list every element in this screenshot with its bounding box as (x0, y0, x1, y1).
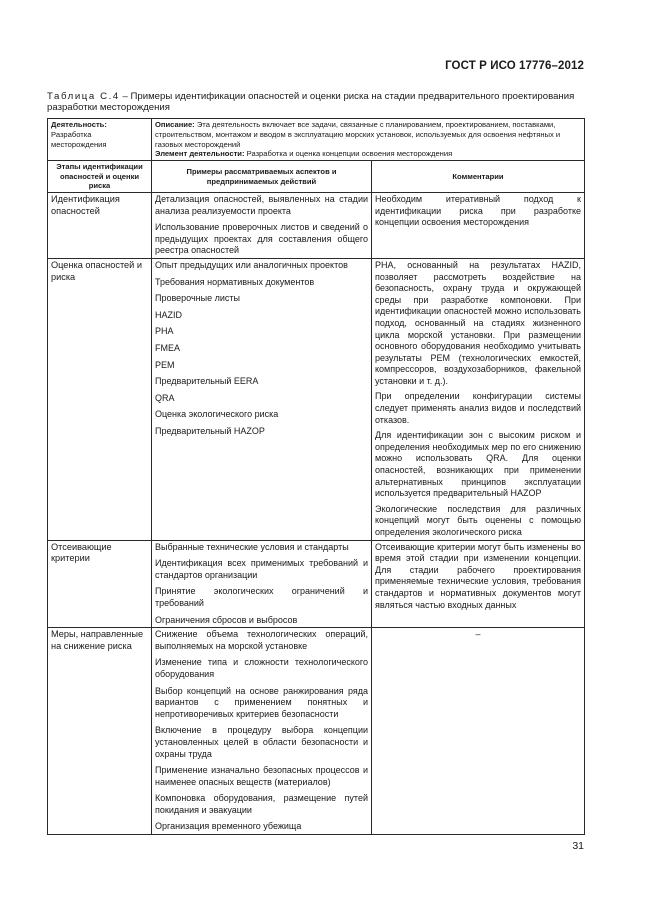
comment-paragraph: Отсеивающие критерии могут быть изменены во время этой стадии при изменении концепции. Для стадии рабочего проектирования применяемые технические условия, требования стандартов и нормативных документов могут являться частью входных данных (375, 541, 581, 610)
comment-paragraph: Необходим итеративный подход к идентификации риска при разработке концепции освоения месторождения (375, 193, 581, 228)
description-cell (152, 119, 585, 161)
aspect-item: Использование проверочных листов и сведений о предыдущих проектах для составления общего реестра опасностей (155, 222, 368, 256)
stage-cell: Отсеивающие критерии (48, 540, 152, 628)
hazard-table (47, 118, 585, 835)
aspect-item: HAZID (155, 309, 182, 320)
activity-row (48, 119, 585, 161)
caption-text: – Примеры идентификации опасностей и оценки риска на стадии предварительного проектирования разработки месторождения (47, 91, 575, 114)
aspect-item: Ограничения сбросов и выбросов (155, 614, 298, 625)
aspect-item: Идентификация всех применимых требований и стандартов организации (155, 558, 368, 580)
aspect-item: Организация временного убежища (155, 821, 302, 832)
column-header-row (48, 161, 585, 193)
comments-cell (372, 628, 585, 835)
table-row (48, 628, 585, 835)
aspect-item: Детализация опасностей, выявленных на стадии анализа реализуемости проекта (155, 193, 368, 216)
table-caption (47, 91, 587, 113)
aspect-item: PHA (155, 326, 174, 337)
aspect-item: Проверочные листы (155, 293, 240, 304)
column-header-aspects: Примеры рассматриваемых аспектов и предпринимаемых действий (152, 161, 372, 193)
description-text: Эта деятельность включает все задачи, связанные с планированием, проектированием, поставками, строительством, монтажом и вводом в эксплуатацию морских установок, используемых для освоения нефтяных и газовых месторождений (155, 120, 561, 149)
aspects-cell (152, 192, 372, 258)
table-body (48, 192, 585, 834)
comment-paragraph: Для идентификации зон с высоким риском и определения необходимых мер по его снижению можно использовать QRA. Для оценки опасностей, возникающих при применении альтернативных принципов эксплуатации используется предварительный HAZOP (375, 430, 581, 499)
caption-lead: Таблица С.4 (47, 91, 120, 102)
aspect-item: PEM (155, 359, 175, 370)
document-code: ГОСТ Р ИСО 17776–2012 (445, 60, 584, 72)
comment-paragraph: Экологические последствия для различных концепций могут быть оценены с помощью определения экологического риска (375, 503, 581, 537)
column-header-comments: Комментарии (372, 161, 585, 193)
comment-paragraph: При определении конфигурации системы следует применять анализ видов и последствий отказов. (375, 391, 581, 425)
stage-cell: Оценка опасностей и риска (48, 258, 152, 540)
table-row (48, 540, 585, 628)
aspect-item: Компоновка оборудования, размещение путей покидания и эвакуации (155, 793, 368, 815)
element-text: Разработка и оценка концепции освоения месторождения (246, 149, 453, 159)
stage-cell: Идентификация опасностей (48, 192, 152, 258)
aspect-item: Выбор концепций на основе ранжирования ряда вариантов с применением понятных и непротиворечивых критериев безопасности (155, 685, 368, 719)
activity-label: Деятельность: (51, 120, 107, 129)
comment-paragraph: – (475, 629, 481, 640)
stage-cell: Меры, направленные на снижение риска (48, 628, 152, 835)
aspect-item: FMEA (155, 342, 181, 353)
column-header-stages: Этапы идентификации опасностей и оценки риска (48, 161, 152, 193)
activity-cell (48, 119, 152, 161)
comments-cell (372, 258, 585, 540)
aspect-item: Снижение объема технологических операций, выполняемых на морской установке (155, 629, 368, 651)
aspect-item: Включение в процедуру выбора концепции установленных целей в области безопасности и охраны труда (155, 725, 368, 759)
aspects-cell (152, 628, 372, 835)
activity-value: Разработка месторождения (51, 129, 107, 149)
element-label: Элемент деятельности: (155, 149, 245, 159)
table-row (48, 258, 585, 540)
comments-cell (372, 192, 585, 258)
description-label: Описание: (155, 120, 195, 129)
aspect-item: Предварительный HAZOP (155, 425, 265, 436)
aspect-item: Требования нормативных документов (155, 276, 315, 287)
aspect-item: Изменение типа и сложности технологического оборудования (155, 657, 368, 679)
aspect-item: Опыт предыдущих или аналогичных проектов (155, 259, 348, 270)
page-number: 31 (572, 840, 584, 852)
aspect-item: Принятие экологических ограничений и требований (155, 586, 368, 608)
aspect-item: Оценка экологического риска (155, 409, 279, 420)
aspect-item: Выбранные технические условия и стандарты (155, 541, 349, 552)
aspects-cell (152, 258, 372, 540)
aspect-item: Применение изначально безопасных процессов и наименее опасных веществ (материалов) (155, 765, 368, 787)
table-row (48, 192, 585, 258)
comment-paragraph: PHA, основанный на результатах HAZID, позволяет рассмотреть воздействие на безопасность, охрану труда и окружающей среды при разработке компоновки. При идентификации опасностей можно использовать подход, основанный на стадиях жизненного цикла морской установки. При размещении основного оборудования необходимо учитывать результаты PEM (технологических емкостей, компрессоров, воздухозаборников, факельной установки и т. д.). (375, 259, 581, 386)
aspect-item: Предварительный EERA (155, 376, 259, 387)
comments-cell (372, 540, 585, 628)
aspects-cell (152, 540, 372, 628)
aspect-item: QRA (155, 392, 175, 403)
